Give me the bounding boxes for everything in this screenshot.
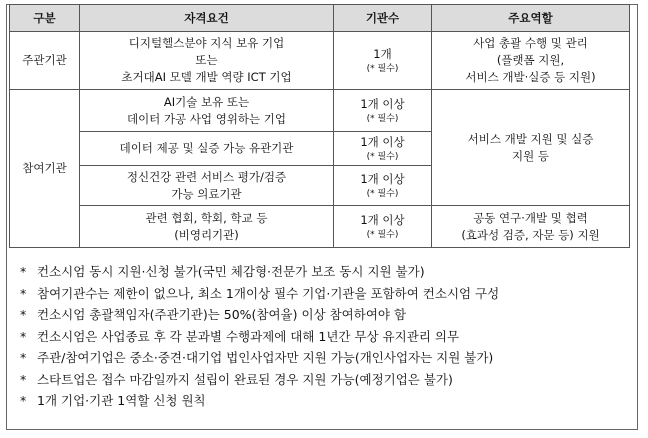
note-bullet: * — [20, 307, 27, 322]
count-main-org — [334, 32, 432, 90]
note-item — [20, 304, 632, 326]
requirement-line: 데이터 가공 사업 영위하는 기업 — [126, 111, 287, 126]
count-note: (* 필수) — [366, 114, 399, 124]
requirement-line: 정신건강 관련 서비스 평가/검증 — [126, 169, 287, 184]
category-main-org: 주관기관 — [10, 32, 80, 90]
role-line: 서비스 개발 지원 및 실증 — [467, 131, 594, 146]
note-text: 컨소시엄 동시 지원·신청 불가(국민 체감형·전문가 보조 동시 지원 불가) — [37, 264, 425, 279]
note-item — [20, 283, 632, 305]
count-participant-1 — [334, 90, 432, 132]
note-item — [20, 261, 632, 283]
note-bullet: * — [20, 328, 27, 344]
role-line: 공동 연구·개발 및 협력 — [473, 210, 588, 225]
category-participant: 참여기관 — [10, 90, 80, 248]
requirements-table — [9, 4, 630, 248]
notes-list — [20, 261, 632, 412]
note-item — [20, 369, 632, 391]
note-item — [20, 326, 632, 348]
count-value: 1개 — [373, 47, 392, 61]
note-bullet: * — [20, 350, 27, 365]
table-row-participant-4 — [10, 206, 630, 248]
role-line: (효과성 검증, 자문 등) 지원 — [461, 227, 600, 242]
header-main-role: 주요역할 — [432, 5, 630, 32]
requirement-participant-1 — [80, 90, 334, 132]
note-text: 스타트업은 접수 마감일까지 설립이 완료된 경우 지원 가능(예정기업은 불가) — [37, 371, 453, 387]
count-value: 1개 이상 — [360, 172, 405, 186]
requirement-line: 가능 의료기관 — [171, 186, 242, 201]
requirement-line: 데이터 제공 및 실증 가능 유관기관 — [119, 141, 294, 155]
note-text: 컨소시엄 총괄책임자(주관기관)는 50%(참여율) 이상 참여하여야 함 — [37, 307, 407, 322]
requirement-main-org — [80, 32, 334, 90]
role-main-org — [432, 32, 630, 90]
header-requirements: 자격요건 — [80, 5, 334, 32]
count-participant-4 — [334, 206, 432, 248]
count-participant-3 — [334, 166, 432, 206]
role-line: 사업 총괄 수행 및 관리 — [473, 36, 588, 50]
note-bullet: * — [20, 264, 27, 279]
note-text: 주관/참여기업은 중소·중견·대기업 법인사업자만 지원 가능(개인사업자는 지원 불가) — [37, 350, 494, 365]
count-participant-2 — [334, 132, 432, 166]
note-item — [20, 347, 632, 369]
count-note: (* 필수) — [366, 152, 399, 162]
role-line: (플랫폼 지원, — [496, 53, 565, 67]
table-row-participant-1 — [10, 90, 630, 132]
requirement-line: 디지털헬스분야 지식 보유 기업 — [128, 36, 285, 50]
count-value: 1개 이상 — [360, 135, 405, 149]
count-value: 1개 이상 — [360, 97, 405, 111]
count-note: (* 필수) — [366, 189, 399, 199]
count-value: 1개 이상 — [360, 213, 405, 227]
count-note: (* 필수) — [366, 64, 399, 74]
note-text: 1개 기업·기관 1역할 신청 원칙 — [37, 393, 206, 408]
role-line: 서비스 개발·실증 등 지원) — [465, 70, 596, 84]
note-text: 컨소시엄은 사업종료 후 각 분과별 수행과제에 대해 1년간 무상 유지관리 의무 — [37, 328, 460, 344]
note-bullet: * — [20, 393, 27, 408]
role-line: 지원 등 — [512, 148, 549, 163]
requirement-participant-4 — [80, 206, 334, 248]
note-text: 참여기관수는 제한이 없으나, 최소 1개이상 필수 기업·기관을 포함하여 컨소시엄 구성 — [37, 285, 500, 301]
table-header-row — [10, 5, 630, 32]
requirement-line: 또는 — [195, 53, 218, 67]
note-bullet: * — [20, 285, 27, 301]
role-participant-group1 — [432, 90, 630, 206]
requirement-participant-3 — [80, 166, 334, 206]
requirement-participant-2 — [80, 132, 334, 166]
requirement-line: 관련 협회, 학회, 학교 등 — [145, 210, 268, 225]
note-bullet: * — [20, 371, 27, 387]
count-note: (* 필수) — [366, 230, 399, 240]
header-org-count: 기관수 — [334, 5, 432, 32]
role-participant-group2 — [432, 206, 630, 248]
requirement-line: (비영리기관) — [174, 227, 239, 242]
note-item — [20, 390, 632, 412]
header-category: 구분 — [10, 5, 80, 32]
requirement-line: 초거대AI 모델 개발 역량 ICT 기업 — [121, 70, 292, 84]
requirement-line: AI기술 보유 또는 — [163, 94, 250, 109]
table-row-main-org — [10, 32, 630, 90]
